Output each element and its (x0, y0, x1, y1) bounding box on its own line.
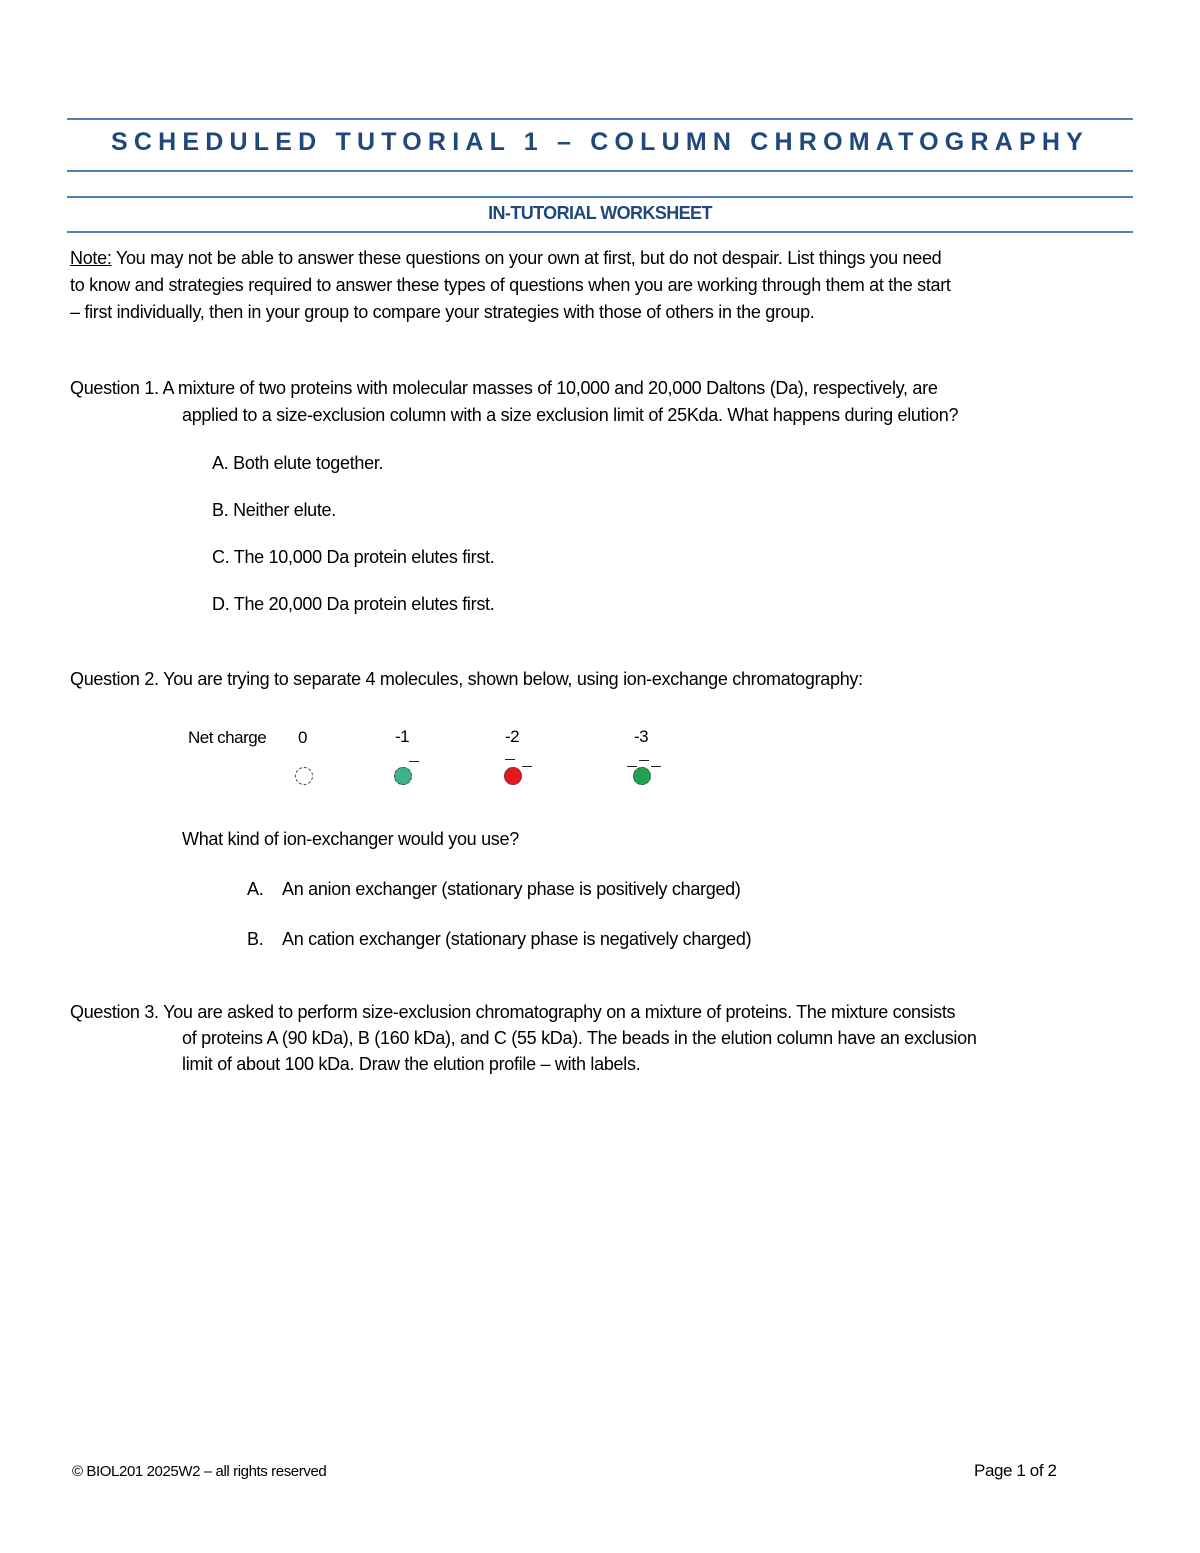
molecule-charge-1-icon (394, 767, 412, 785)
negative-charge-icon (639, 760, 649, 761)
question-1: Question 1. A mixture of two proteins with molecular masses of 10,000 and 20,000 Daltons (Da), respectively, are applied to a size-exclusion column with a size exclusion limit of 25Kda. What happens during elution? (70, 378, 959, 425)
header-top-rule (67, 118, 1133, 120)
charge-value: -1 (395, 727, 410, 746)
negative-charge-icon (409, 761, 419, 762)
charge-value: -3 (634, 727, 649, 746)
question-1-option-a: A. Both elute together. (212, 453, 384, 473)
molecule-charge-2-icon (504, 767, 522, 785)
question-1-option-b: B. Neither elute. (212, 500, 336, 520)
note-label: Note: (70, 248, 112, 268)
question-3: Question 3. You are asked to perform size-exclusion chromatography on a mixture of proteins. The mixture consists of proteins A (90 kDa), B (160 kDa), and C (55 kDa). The beads in the elution column have an exclusion limit of about 100 kDa. Draw the elution profile – with labels. (70, 1002, 977, 1074)
question-2: Question 2. You are trying to separate 4 molecules, shown below, using ion-exchange chromatography: (70, 669, 863, 689)
footer-page-number: Page 1 of 2 (974, 1461, 1057, 1480)
charge-value: 0 (298, 728, 307, 747)
negative-charge-icon (522, 766, 532, 767)
subtitle-top-rule (67, 196, 1133, 198)
question-1-option-d: D. The 20,000 Da protein elutes first. (212, 594, 495, 614)
charge-value: -2 (505, 727, 520, 746)
negative-charge-icon (651, 766, 661, 767)
molecule-neutral-icon (295, 767, 313, 785)
question-1-option-c: C. The 10,000 Da protein elutes first. (212, 547, 495, 567)
page-title: SCHEDULED TUTORIAL 1 – COLUMN CHROMATOGRAPHY (111, 128, 1089, 156)
question-2-label: Question 2. (70, 669, 159, 689)
subtitle-bottom-rule (67, 231, 1133, 233)
header-bottom-rule (67, 170, 1133, 172)
question-2-option-b: An cation exchanger (stationary phase is negatively charged) (282, 929, 752, 949)
question-2-option-b-letter: B. (247, 929, 264, 949)
molecule-charge-3-icon (633, 767, 651, 785)
question-1-label: Question 1. (70, 378, 159, 398)
question-2-option-a-letter: A. (247, 879, 264, 899)
question-2-option-a: An anion exchanger (stationary phase is positively charged) (282, 879, 741, 899)
negative-charge-icon (627, 766, 637, 767)
negative-charge-icon (505, 759, 515, 760)
page-subtitle: IN-TUTORIAL WORKSHEET (488, 203, 712, 223)
question-3-label: Question 3. (70, 1002, 159, 1022)
note-paragraph: Note: You may not be able to answer these questions on your own at first, but do not despair. List things you need to know and strategies required to answer these types of questions when you are working through them at the start – first individually, then in your group to compare your strategies with those of others in the group. (70, 248, 951, 322)
question-2-prompt: What kind of ion-exchanger would you use? (182, 829, 519, 849)
footer-copyright: © BIOL201 2025W2 – all rights reserved (72, 1463, 327, 1480)
net-charge-label: Net charge (188, 728, 267, 747)
